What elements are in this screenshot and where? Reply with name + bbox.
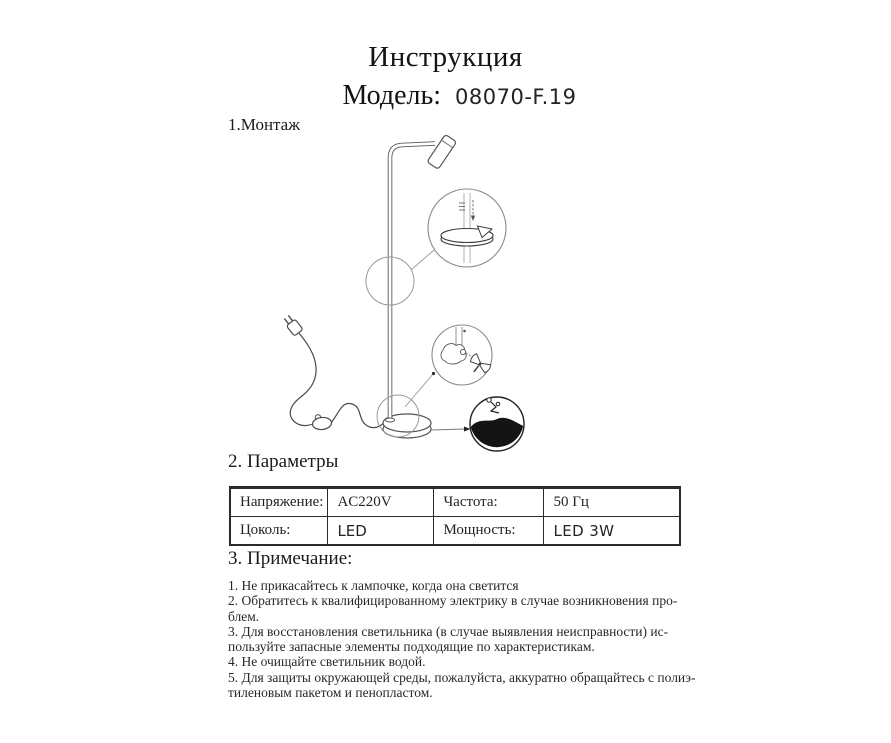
note-line: 3. Для восстановления светильника (в случае выявления неисправности) ис- [228, 623, 669, 639]
callout-base-underside [431, 397, 524, 451]
lamp-head [427, 134, 457, 169]
note-line: тиленовым пакетом и пенопластом. [228, 685, 433, 701]
page-title: Инструкция [368, 41, 523, 73]
table-row [230, 517, 680, 546]
model-label: Модель: [342, 80, 442, 111]
param-label-cell: Мощность: [434, 517, 544, 546]
note-line: блем. [228, 608, 260, 624]
param-value-cell: LED 3W [544, 517, 681, 546]
foot-switch-icon [312, 415, 332, 431]
note-line: 5. Для защиты окружающей среды, пожалуйста, аккуратно обращайтесь с полиэ- [228, 669, 696, 685]
param-value-cell: 50 Гц [544, 488, 681, 517]
param-label-cell: Частота: [434, 488, 544, 517]
note-line: пользуйте запасные элементы подходящие по характеристикам. [228, 639, 595, 655]
params-table [229, 486, 681, 546]
note-line: 4. Не очищайте светильник водой. [228, 654, 426, 670]
param-label-cell: Цоколь: [230, 517, 328, 546]
power-cord [290, 333, 388, 428]
power-plug-icon [282, 314, 303, 337]
callout-pole-joint [411, 189, 506, 270]
model-number: 08070-F.19 [455, 85, 577, 109]
param-label-cell: Напряжение: [230, 488, 328, 517]
note-line: 2. Обратитесь к квалифицированному электрику в случае возникновения про- [228, 593, 678, 609]
assembly-diagram [255, 128, 555, 463]
note-line: 1. Не прикасайтесь к лампочке, когда она светится [228, 578, 519, 593]
param-value-cell: AC220V [328, 488, 434, 517]
section-heading-params: 2. Параметры [228, 451, 339, 472]
section-heading-notes: 3. Примечание: [228, 548, 353, 569]
section-heading-montage: 1.Монтаж [228, 115, 300, 134]
table-row [230, 488, 680, 517]
model-line [14, 80, 891, 112]
callout-base-screw [405, 325, 492, 407]
param-value-cell: LED [328, 517, 434, 546]
notes-list [228, 578, 695, 700]
